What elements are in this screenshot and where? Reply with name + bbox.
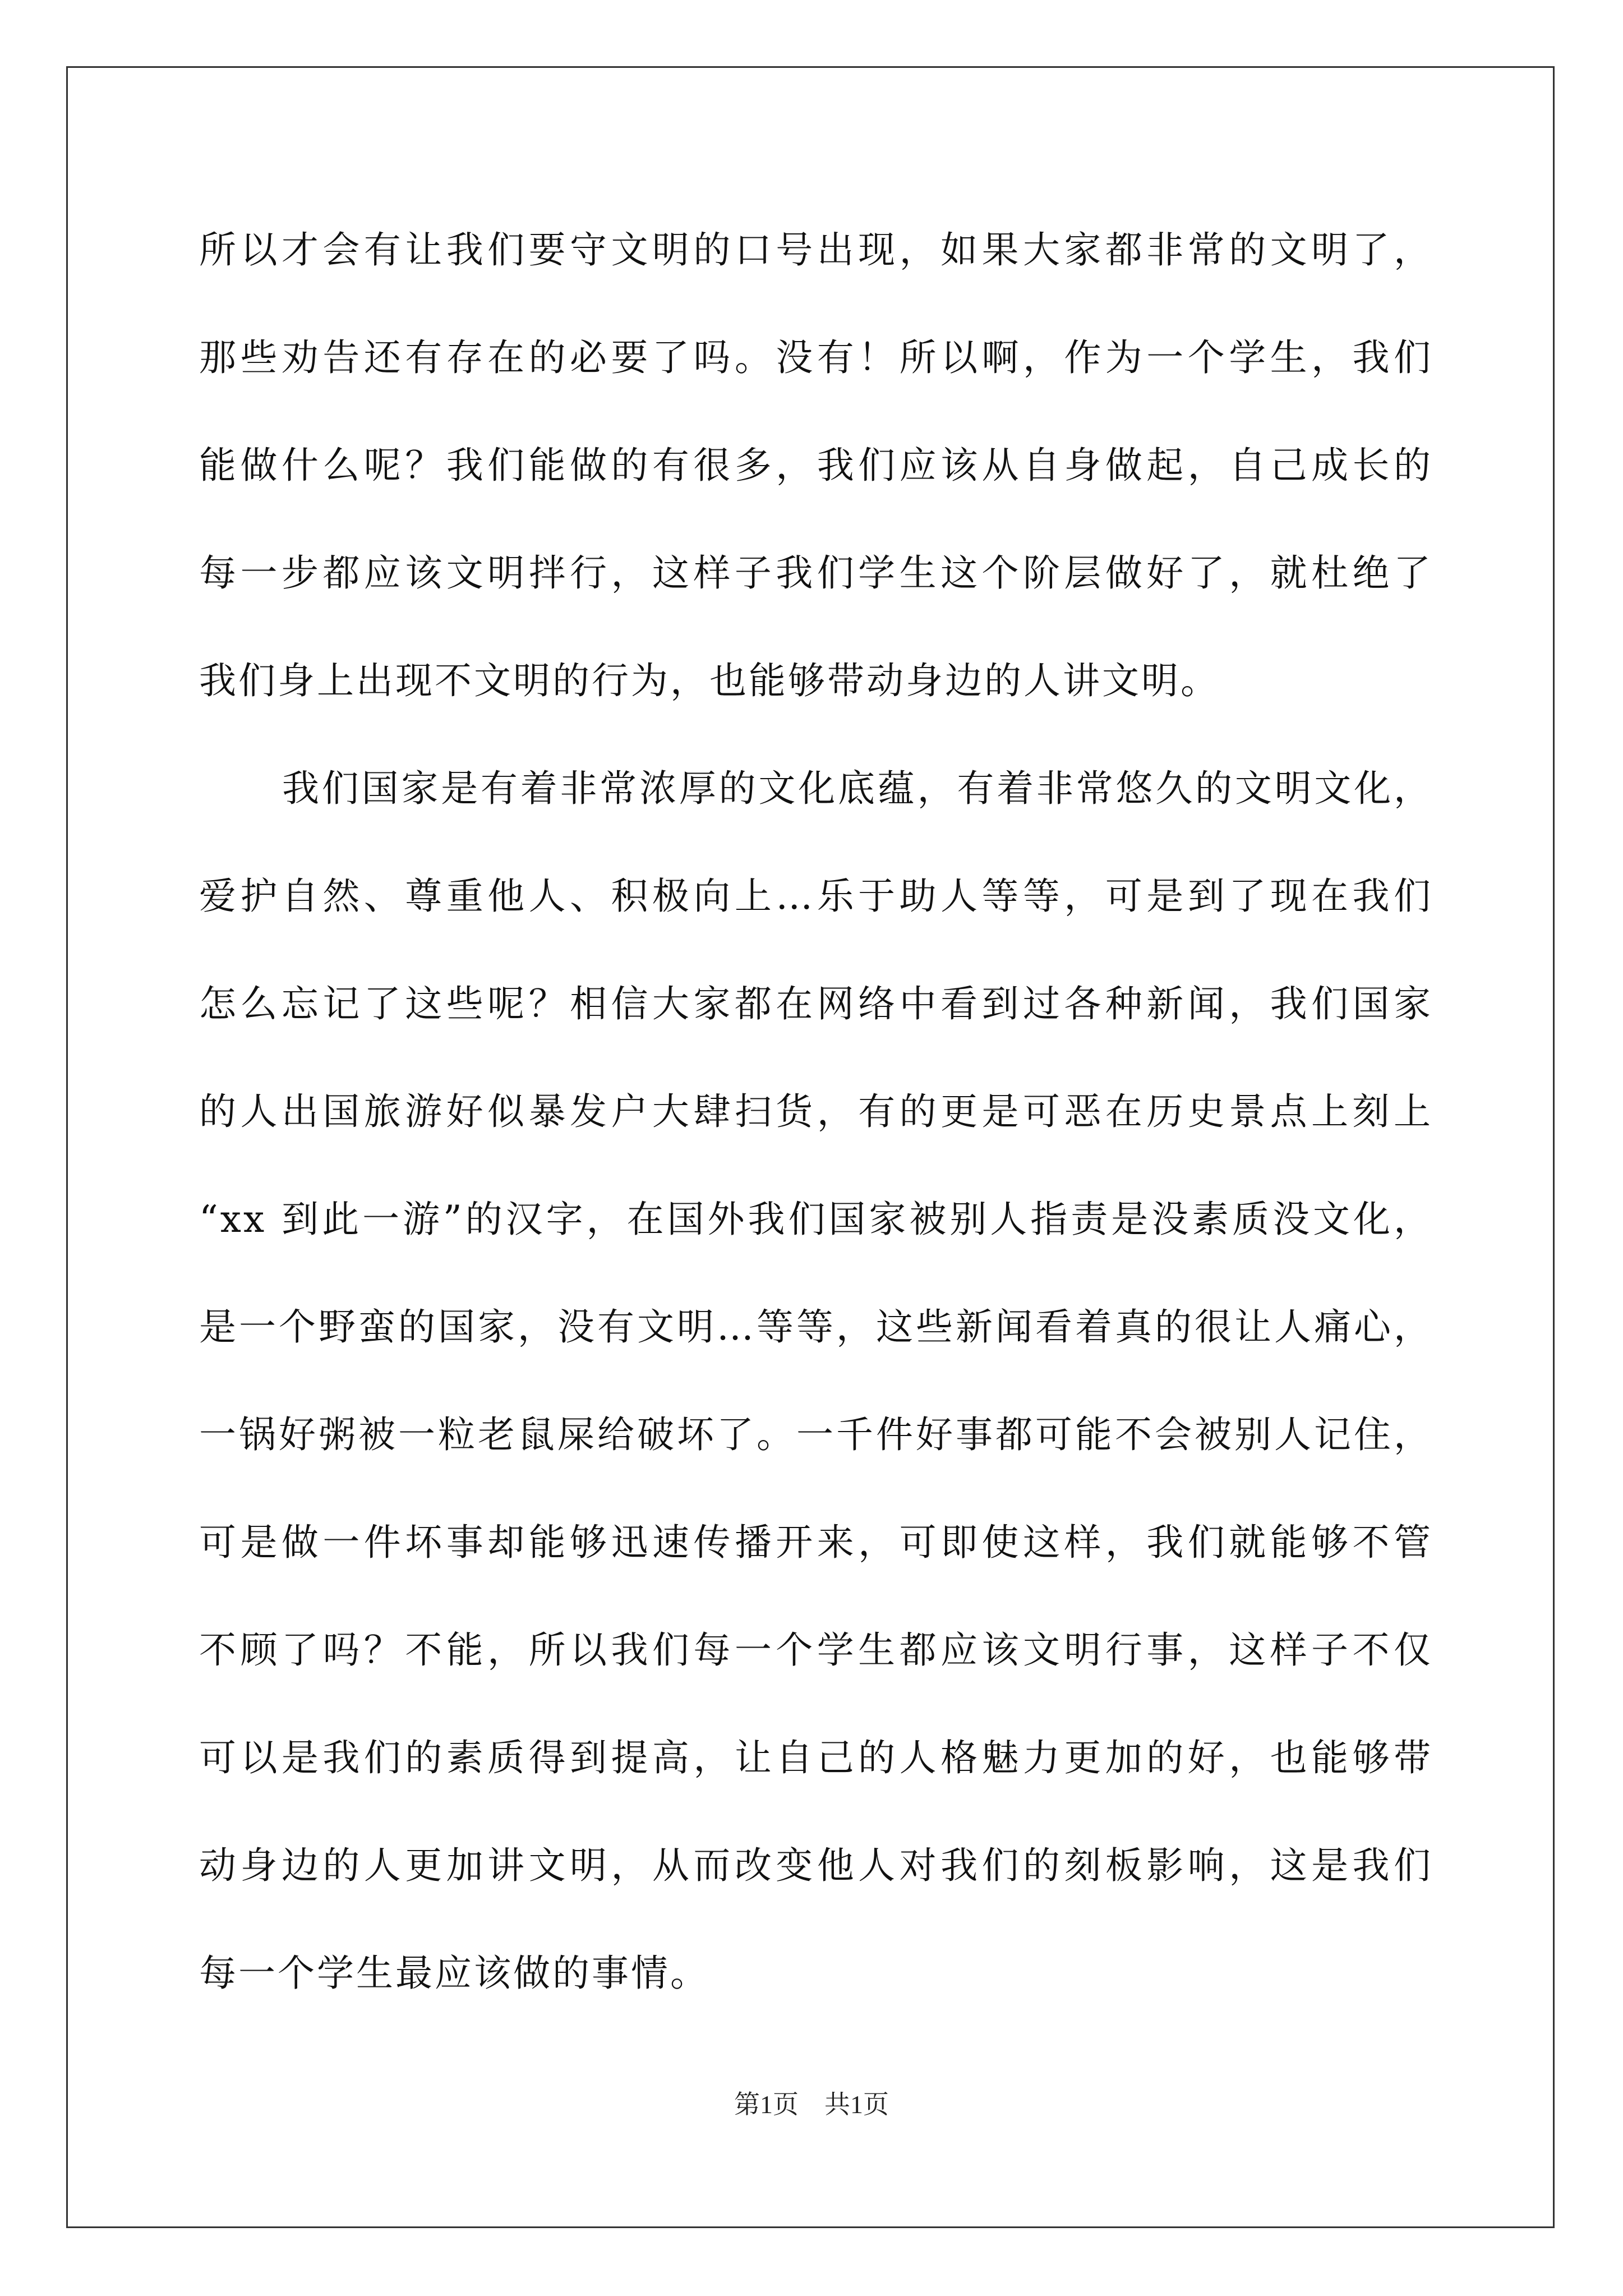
paragraph-line: 一锅好粥被一粒老鼠屎给破坏了。一千件好事都可能不会被别人记住， <box>199 1413 1433 1456</box>
paragraph-line: 怎么忘记了这些呢？相信大家都在网络中看到过各种新闻，我们国家 <box>199 982 1433 1025</box>
paragraph-line: 我们身上出现不文明的行为，也能够带动身边的人讲文明。 <box>199 659 1220 702</box>
paragraph-line: 不顾了吗？不能，所以我们每一个学生都应该文明行事，这样子不仅 <box>199 1628 1433 1672</box>
document-body <box>199 196 1433 2027</box>
paragraph-line: 爱护自然、尊重他人、积极向上…乐于助人等等，可是到了现在我们 <box>199 875 1433 918</box>
paragraph-line: 每一步都应该文明拌行，这样子我们学生这个阶层做好了，就杜绝了 <box>199 551 1433 595</box>
paragraph-line: 我们国家是有着非常浓厚的文化底蕴，有着非常悠久的文明文化， <box>282 767 1433 810</box>
paragraph-line: 是一个野蛮的国家，没有文明…等等，这些新闻看着真的很让人痛心， <box>199 1305 1433 1349</box>
paragraph-line: 那些劝告还有存在的必要了吗。没有！所以啊，作为一个学生，我们 <box>199 336 1433 379</box>
paragraph-line: 可是做一件坏事却能够迅速传播开来，可即使这样，我们就能够不管 <box>199 1521 1433 1564</box>
paragraph-line: 每一个学生最应该做的事情。 <box>199 1952 709 1995</box>
paragraph-line: 可以是我们的素质得到提高，让自己的人格魅力更加的好，也能够带 <box>199 1736 1433 1779</box>
paragraph-line: 能做什么呢？我们能做的有很多，我们应该从自身做起，自己成长的 <box>199 444 1433 487</box>
paragraph-line: 动身边的人更加讲文明，从而改变他人对我们的刻板影响，这是我们 <box>199 1844 1433 1887</box>
page-footer: 第1页 共1页 <box>734 2090 889 2119</box>
paragraph-line: 的人出国旅游好似暴发户大肆扫货，有的更是可恶在历史景点上刻上 <box>199 1090 1433 1133</box>
paragraph-line: “xx 到此一游”的汉字，在国外我们国家被别人指责是没素质没文化， <box>199 1198 1433 1241</box>
paragraph-line: 所以才会有让我们要守文明的口号出现，如果大家都非常的文明了， <box>199 228 1433 272</box>
